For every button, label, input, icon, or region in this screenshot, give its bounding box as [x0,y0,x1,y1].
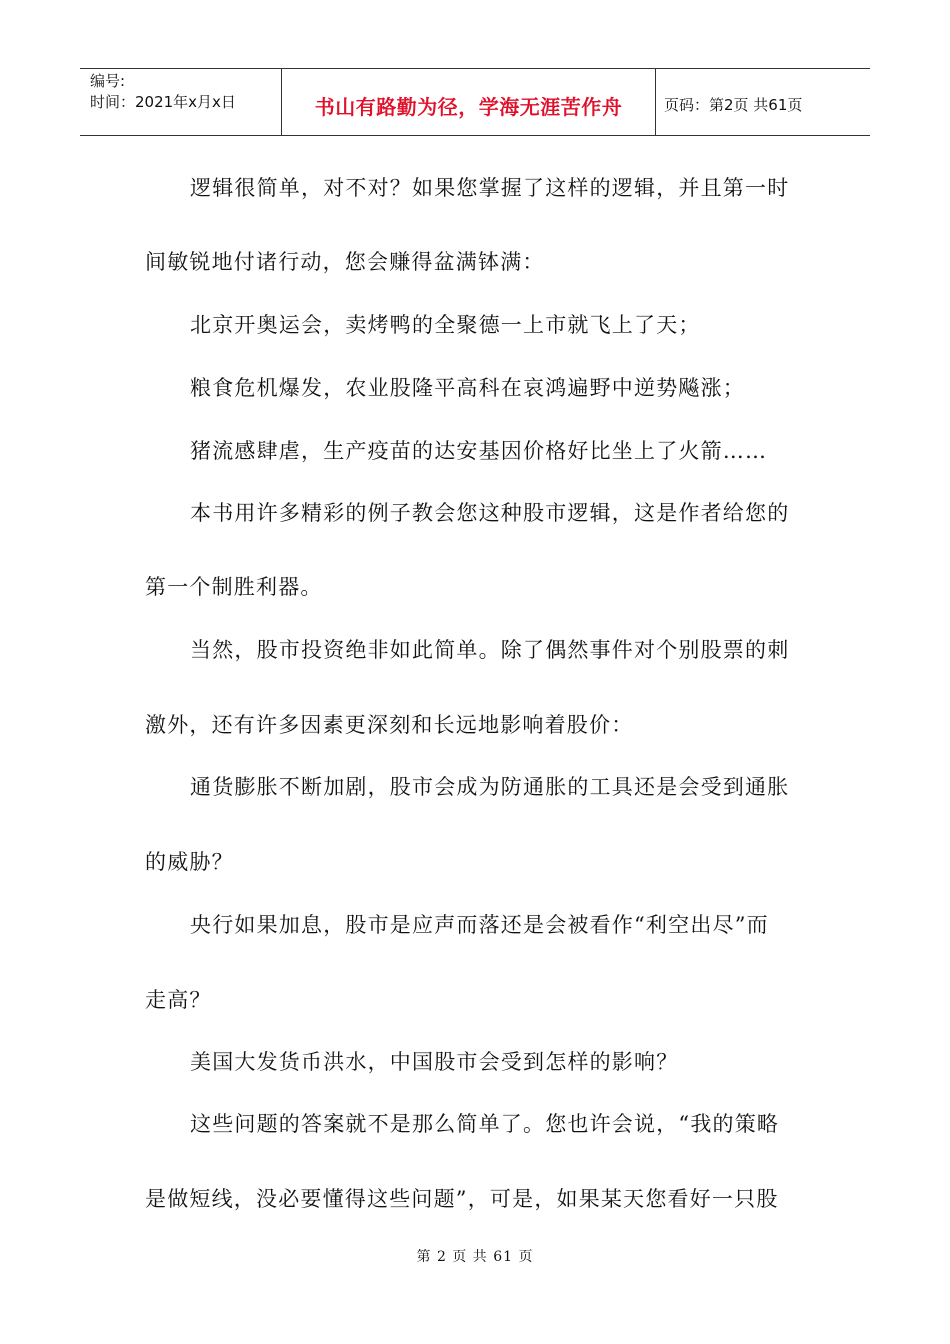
header-page-number: 页码：第2页 共61页 [664,95,803,114]
paragraph-line: 逻辑很简单，对不对？如果您掌握了这样的逻辑，并且第一时 [190,176,790,200]
paragraph-line: 当然，股市投资绝非如此简单。除了偶然事件对个别股票的刺 [190,638,790,662]
document-number-label: 编号: [90,72,126,90]
paragraph-line: 猪流感肆虐，生产疫苗的达安基因价格好比坐上了火箭…… [190,439,768,463]
paragraph-line: 第一个制胜利器。 [145,575,323,599]
page-footer: 第 2 页 共 61 页 [416,1249,534,1265]
page-header [80,68,870,136]
paragraph-line: 这些问题的答案就不是那么简单了。您也许会说，“我的策略 [190,1112,780,1136]
paragraph-line: 央行如果加息，股市是应声而落还是会被看作“利空出尽”而 [190,913,769,937]
paragraph-line: 北京开奥运会，卖烤鸭的全聚德一上市就飞上了天； [190,313,701,337]
paragraph-line: 本书用许多精彩的例子教会您这种股市逻辑，这是作者给您的 [190,501,790,525]
paragraph-line: 美国大发货币洪水，中国股市会受到怎样的影响？ [190,1050,679,1074]
header-motto: 书山有路勤为径，学海无涯苦作舟 [282,69,656,135]
paragraph-line: 粮食危机爆发，农业股隆平高科在哀鸿遍野中逆势飚涨； [190,376,745,400]
paragraph-line: 走高？ [145,988,212,1012]
paragraph-line: 是做短线，没必要懂得这些问题”，可是，如果某天您看好一只股 [145,1187,779,1211]
paragraph-line: 通货膨胀不断加剧，股市会成为防通胀的工具还是会受到通胀 [190,775,790,799]
paragraph-line: 激外，还有许多因素更深刻和长远地影响着股价： [145,713,634,737]
paragraph-line: 间敏锐地付诸行动，您会赚得盆满钵满： [145,250,545,274]
document-date-label: 时间：2021年x月x日 [90,93,236,111]
paragraph-line: 的威胁？ [145,850,234,874]
header-meta [80,69,282,135]
